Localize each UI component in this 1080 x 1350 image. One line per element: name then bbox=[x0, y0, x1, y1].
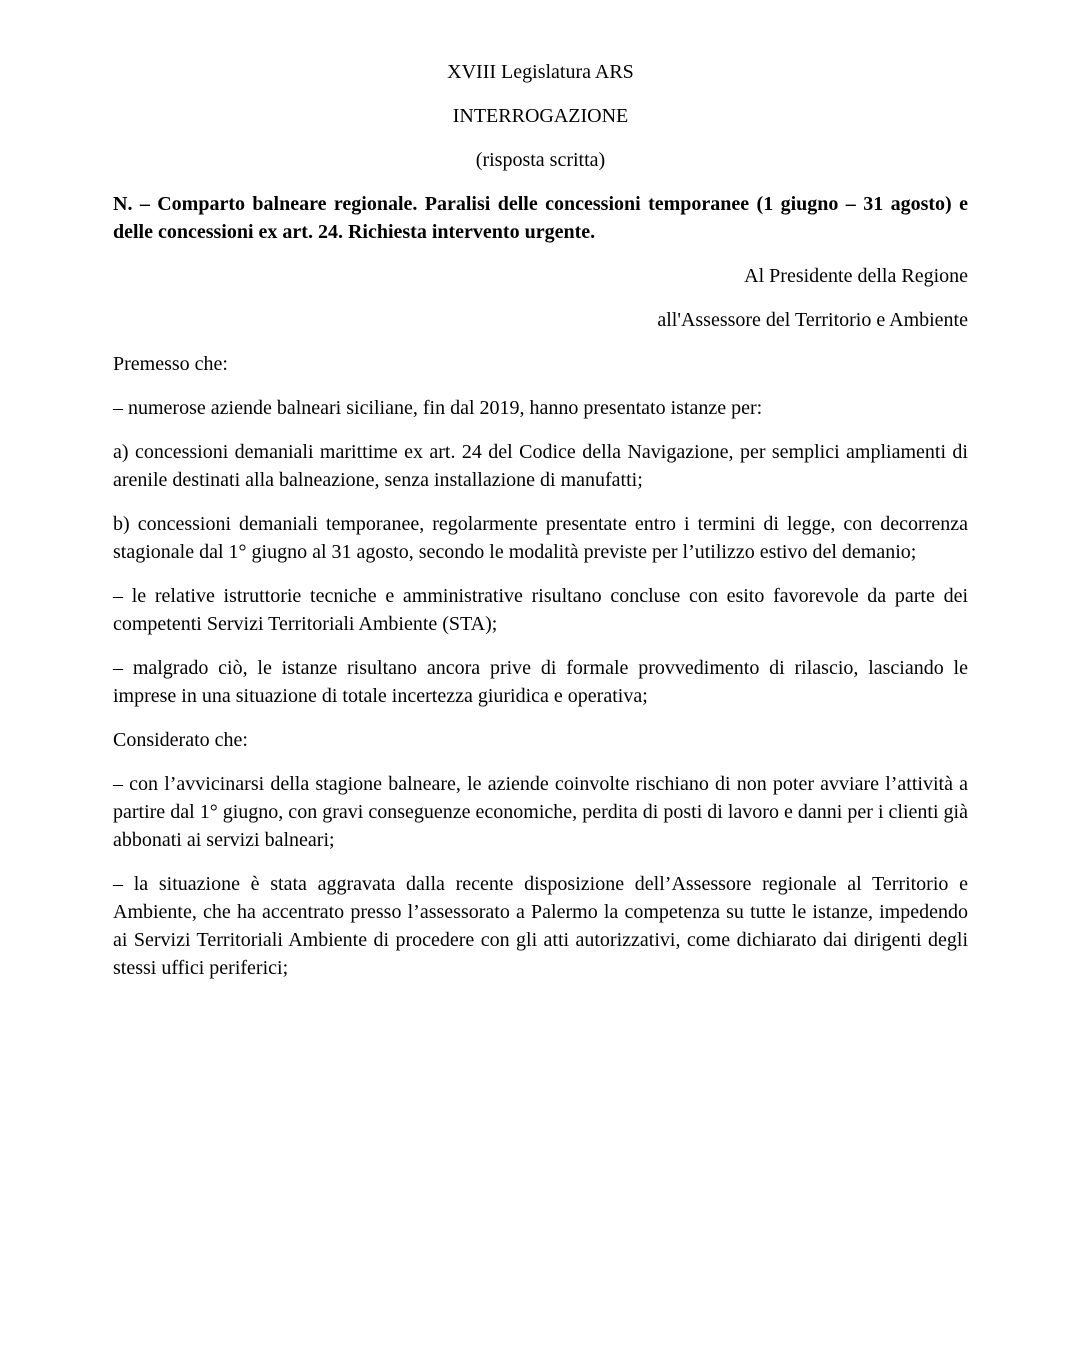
premesso-intro: – numerose aziende balneari siciliane, fin dal 2019, hanno presentato istanze per: bbox=[113, 397, 763, 419]
premesso-point-2: – malgrado ciò, le istanze risultano ancora prive di formale provvedimento di rilascio, lasciando le imprese in una situazione di totale incertezza giuridica e operativa; bbox=[113, 657, 968, 707]
doc-type-title: INTERROGAZIONE bbox=[452, 105, 629, 127]
response-type-label: (risposta scritta) bbox=[475, 149, 606, 171]
considerato-point-2: – la situazione è stata aggravata dalla recente disposizione dell’Assessore regionale al Territorio e Ambiente, che ha accentrato presso l’assessorato a Palermo la competenza su tutte le istanze, impedendo ai Servizi Territoriali Ambiente di procedere con gli atti autorizzativi, come dichiarato dai dirigenti degli stessi uffici periferici; bbox=[113, 873, 968, 979]
considerato-point-1: – con l’avvicinarsi della stagione balneare, le aziende coinvolte rischiano di non poter avviare l’attività a partire dal 1° giugno, con gravi conseguenze economiche, perdita di posti di lavoro e danni per i clienti già abbonati ai servizi balneari; bbox=[113, 773, 968, 851]
addressee-assessor: all'Assessore del Territorio e Ambiente bbox=[657, 309, 968, 331]
considerato-heading: Considerato che: bbox=[113, 729, 248, 751]
premesso-item-b: b) concessioni demaniali temporanee, regolarmente presentate entro i termini di legge, con decorrenza stagionale dal 1° giugno al 31 agosto, secondo le modalità previste per l’utilizzo estivo del demanio; bbox=[113, 513, 968, 563]
premesso-point-1: – le relative istruttorie tecniche e amministrative risultano concluse con esito favorevole da parte dei competenti Servizi Territoriali Ambiente (STA); bbox=[113, 585, 968, 635]
legislature-header: XVIII Legislatura ARS bbox=[447, 61, 634, 83]
addressee-president: Al Presidente della Regione bbox=[744, 265, 968, 287]
subject-heading: N. – Comparto balneare regionale. Paralisi delle concessioni temporanee (1 giugno – 31 agosto) e delle concessioni ex art. 24. Richiesta intervento urgente. bbox=[113, 193, 968, 243]
premesso-item-a: a) concessioni demaniali marittime ex art. 24 del Codice della Navigazione, per semplici ampliamenti di arenile destinati alla balneazione, senza installazione di manufatti; bbox=[113, 441, 968, 491]
premesso-heading: Premesso che: bbox=[113, 353, 228, 375]
